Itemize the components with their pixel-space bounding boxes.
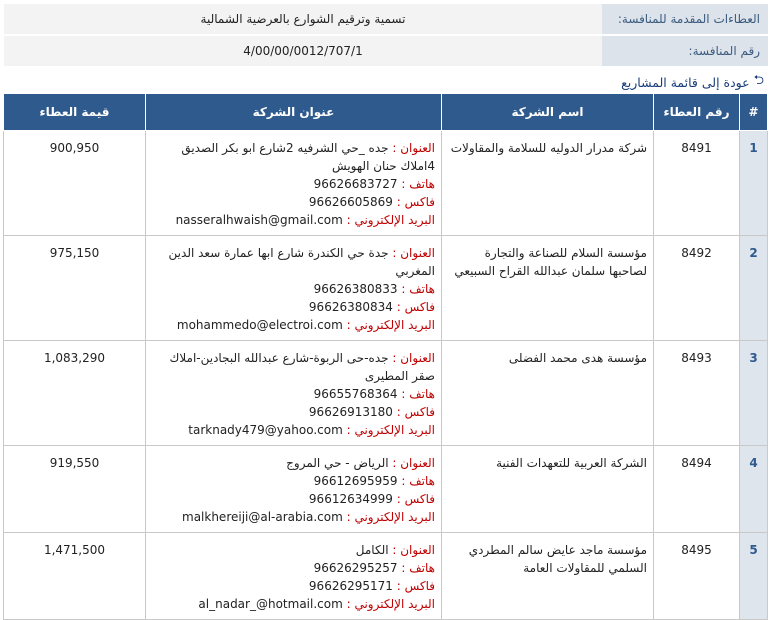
address-value: الرياض - حي المروج — [286, 456, 389, 470]
bid-value-text: 919,550 — [49, 456, 100, 470]
bids-label: العطاءات المقدمة للمنافسة: — [602, 4, 768, 35]
bid-value — [4, 131, 146, 236]
address-line — [152, 349, 435, 385]
bid-value-text: 975,150 — [49, 246, 100, 260]
tender-number — [4, 35, 602, 67]
table-row — [4, 446, 768, 533]
phone-key: هاتف : — [401, 282, 435, 296]
email-value: al_nadar_@hotmail.com — [198, 597, 343, 611]
bid-number: 8491 — [654, 131, 740, 236]
address-key: العنوان : — [392, 456, 435, 470]
address-key: العنوان : — [392, 141, 435, 155]
company-address — [146, 446, 442, 533]
email-value: malkhereiji@al-arabia.com — [182, 510, 343, 524]
fax-key: فاكس : — [396, 300, 435, 314]
bid-value — [4, 341, 146, 446]
company-name: مؤسسة ماجد عايض سالم المطردي السلمي للمقاولات العامة — [442, 533, 654, 620]
bid-number: 8494 — [654, 446, 740, 533]
bid-value — [4, 533, 146, 620]
fax-value: 96626605869 — [308, 195, 393, 209]
bid-value — [4, 236, 146, 341]
fax-value: 96626295171 — [308, 579, 393, 593]
email-line — [152, 211, 435, 229]
phone-value: 96626683727 — [313, 177, 398, 191]
address-line — [152, 454, 435, 472]
header-bid-value: قيمة العطاء — [4, 94, 146, 131]
fax-line — [152, 577, 435, 595]
bid-value-text: 1,083,290 — [43, 351, 106, 365]
email-line — [152, 508, 435, 526]
bids-table — [3, 93, 768, 620]
company-name: الشركة العربية للتعهدات الفنية — [442, 446, 654, 533]
phone-line — [152, 280, 435, 298]
tender-number-label: رقم المنافسة: — [602, 35, 768, 67]
row-index: 3 — [740, 341, 768, 446]
address-key: العنوان : — [392, 543, 435, 557]
address-value: جده _حي الشرفيه 2شارع ابو بكر الصديق 4املاك حنان الهويش — [181, 141, 435, 173]
phone-key: هاتف : — [401, 387, 435, 401]
email-value: mohammedo@electroi.com — [176, 318, 343, 332]
header-bid-number: رقم العطاء — [654, 94, 740, 131]
company-name: مؤسسة هدى محمد الفضلى — [442, 341, 654, 446]
back-to-projects-link[interactable] — [0, 68, 772, 93]
fax-value: 96612634999 — [308, 492, 393, 506]
row-index: 1 — [740, 131, 768, 236]
row-index: 5 — [740, 533, 768, 620]
tender-number-row — [4, 35, 768, 67]
address-line — [152, 541, 435, 559]
company-address — [146, 131, 442, 236]
address-key: العنوان : — [392, 351, 435, 365]
tender-number-value: 4/00/00/0012/707/1 — [243, 44, 363, 58]
company-name: مؤسسة السلام للصناعة والتجارة لصاحبها سلمان عبدالله القراح السبيعي — [442, 236, 654, 341]
phone-key: هاتف : — [401, 474, 435, 488]
email-line — [152, 595, 435, 613]
fax-value: 96626380834 — [308, 300, 393, 314]
table-row — [4, 236, 768, 341]
row-index: 4 — [740, 446, 768, 533]
table-header-row — [4, 94, 768, 131]
address-value: الكامل — [355, 543, 389, 557]
header-index: # — [740, 94, 768, 131]
email-key: البريد الإلكتروني : — [346, 510, 435, 524]
bid-number: 8495 — [654, 533, 740, 620]
tender-title-row — [4, 4, 768, 35]
address-line — [152, 139, 435, 175]
address-key: العنوان : — [392, 246, 435, 260]
phone-key: هاتف : — [401, 177, 435, 191]
email-line — [152, 421, 435, 439]
bid-value — [4, 446, 146, 533]
email-key: البريد الإلكتروني : — [346, 318, 435, 332]
phone-value: 96626380833 — [313, 282, 398, 296]
table-row — [4, 341, 768, 446]
company-address — [146, 236, 442, 341]
phone-line — [152, 175, 435, 193]
phone-key: هاتف : — [401, 561, 435, 575]
bid-value-text: 1,471,500 — [43, 543, 106, 557]
phone-value: 96612695959 — [313, 474, 398, 488]
email-key: البريد الإلكتروني : — [346, 597, 435, 611]
bid-value-text: 900,950 — [49, 141, 100, 155]
return-arrow-icon: ⮌ — [753, 73, 764, 88]
tender-title: تسمية وترقيم الشوارع بالعرضية الشمالية — [4, 4, 602, 35]
phone-line — [152, 559, 435, 577]
phone-value: 96626295257 — [313, 561, 398, 575]
back-link-label: عودة إلى قائمة المشاريع — [621, 74, 750, 90]
fax-key: فاكس : — [396, 405, 435, 419]
fax-line — [152, 298, 435, 316]
address-value: جدة حي الكندرة شارع ابها عمارة سعد الدين المغربي — [168, 246, 435, 278]
email-value: tarknady479@yahoo.com — [188, 423, 343, 437]
fax-value: 96626913180 — [308, 405, 393, 419]
company-name: شركة مدرار الدوليه للسلامة والمقاولات — [442, 131, 654, 236]
phone-value: 96655768364 — [313, 387, 398, 401]
header-company-name: اسم الشركة — [442, 94, 654, 131]
company-address — [146, 341, 442, 446]
header-company-address: عنوان الشركة — [146, 94, 442, 131]
bid-number: 8493 — [654, 341, 740, 446]
email-key: البريد الإلكتروني : — [346, 213, 435, 227]
email-key: البريد الإلكتروني : — [346, 423, 435, 437]
email-line — [152, 316, 435, 334]
phone-line — [152, 472, 435, 490]
fax-line — [152, 490, 435, 508]
fax-key: فاكس : — [396, 492, 435, 506]
table-row — [4, 131, 768, 236]
row-index: 2 — [740, 236, 768, 341]
table-row — [4, 533, 768, 620]
address-value: جده-حى الربوة-شارع عبدالله البجادين-املاك صقر المطيرى — [169, 351, 435, 383]
fax-key: فاكس : — [396, 195, 435, 209]
tender-info — [4, 4, 768, 68]
address-line — [152, 244, 435, 280]
email-value: nasseralhwaish@gmail.com — [175, 213, 343, 227]
company-address — [146, 533, 442, 620]
fax-line — [152, 193, 435, 211]
fax-key: فاكس : — [396, 579, 435, 593]
fax-line — [152, 403, 435, 421]
bid-number: 8492 — [654, 236, 740, 341]
phone-line — [152, 385, 435, 403]
